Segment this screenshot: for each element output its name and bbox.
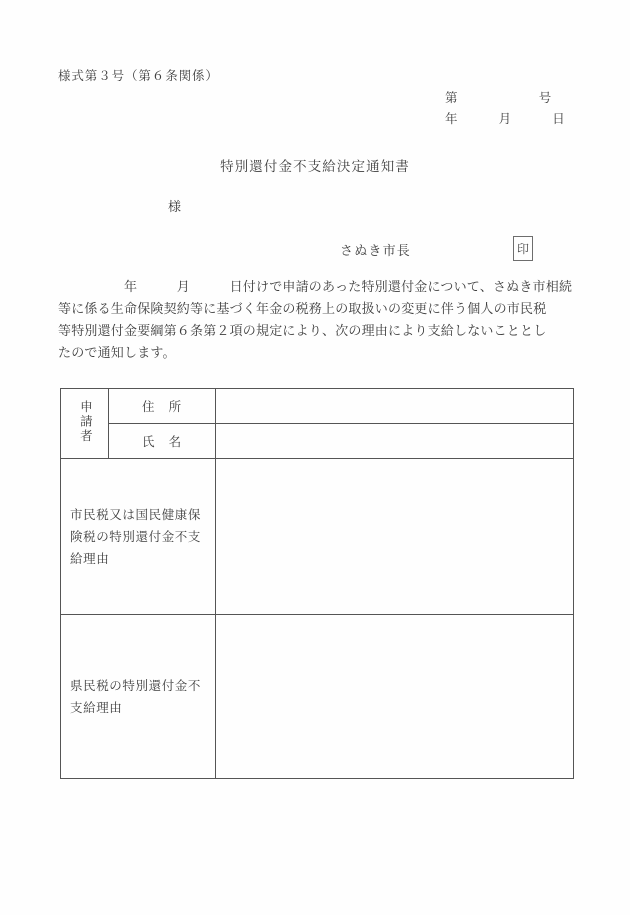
- municipal-tax-reason-input[interactable]: [216, 459, 574, 615]
- document-number-line: 第 号: [445, 91, 553, 105]
- prefectural-tax-reason-label-text: 県民税の特別還付金不支給理由: [70, 678, 202, 715]
- body-paragraph: [58, 276, 576, 364]
- page-title: 特別還付金不支給決定通知書: [220, 159, 410, 174]
- body-line-3: 等特別還付金要綱第６条第２項の規定により、次の理由により支給しないこととし: [58, 323, 547, 338]
- prefectural-tax-reason-label: [61, 615, 216, 779]
- document-date-line: 年 月 日: [445, 112, 566, 126]
- applicant-group-label: [61, 389, 109, 459]
- body-line-1: 年 月 日付けで申請のあった特別還付金について、さぬき市相続: [58, 279, 573, 294]
- body-line-4: たので通知します。: [58, 345, 176, 360]
- name-label: 氏 名: [109, 424, 216, 459]
- addressee-honorific: 様: [168, 199, 183, 214]
- document-number-block: [445, 88, 575, 130]
- form-number: 様式第３号（第６条関係）: [58, 69, 219, 83]
- municipal-tax-reason-label: [61, 459, 216, 615]
- table-row: [61, 424, 574, 459]
- body-line-2: 等に係る生命保険契約等に基づく年金の税務上の取扱いの変更に伴う個人の市民税: [58, 301, 547, 316]
- name-input[interactable]: [216, 424, 574, 459]
- table-row: [61, 459, 574, 615]
- municipal-tax-reason-label-text: 市民税又は国民健康保険税の特別還付金不支給理由: [70, 507, 202, 566]
- issuer-name: さぬき市長: [340, 243, 412, 258]
- notification-table: [60, 388, 574, 779]
- address-label: 住 所: [109, 389, 216, 424]
- prefectural-tax-reason-input[interactable]: [216, 615, 574, 779]
- seal-stamp-icon: 印: [513, 236, 533, 261]
- issuer-row: [340, 238, 580, 266]
- table-row: [61, 615, 574, 779]
- address-input[interactable]: [216, 389, 574, 424]
- table-row: [61, 389, 574, 424]
- applicant-label-text: 申請者: [78, 399, 93, 444]
